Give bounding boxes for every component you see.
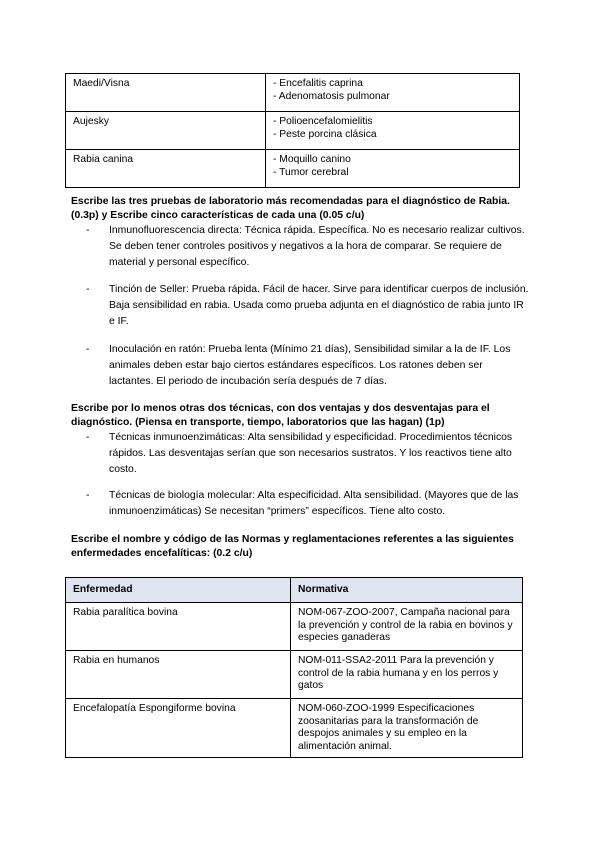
column-header: Enfermedad [66,578,291,603]
answer-text: Inoculación en ratón: Prueba lenta (Mínimo 21 días), Sensibilidad similar a la de IF. Los animales deben estar bajo ciertos estándares específicos. Los ratones deben ser lactantes. El periodo de incubación sería después de 7 días. [109,344,511,387]
differential-item: - Adenomatosis pulmonar [273,90,390,102]
disease-cell: Rabia canina [66,150,266,188]
table-row [66,150,520,188]
question-1: Escribe las tres pruebas de laboratorio más recomendadas para el diagnóstico de Rabia. (0.3p) y Escribe cinco características de cada una (0.05 c/u) [71,196,510,221]
disease-cell: Rabia paralítica bovina [66,603,291,651]
list-item [86,342,526,392]
bullet-dash: - [86,490,90,501]
list-item [86,282,529,332]
disease-cell: Aujesky [66,112,266,150]
table-row [66,651,523,699]
norm-cell: NOM-011-SSA2-2011 Para la prevención y control de la rabia humana y en los perros y gatos [291,651,523,699]
answer-text: Técnicas inmunoenzimáticas: Alta sensibilidad y especificidad. Procedimientos técnicos rápidos. Las desventajas serían que son necesarios sustratos. Y los reactivos tiene alto costo. [109,432,513,475]
bullet-dash: - [86,284,90,295]
differential-item: - Polioencefalomielitis [273,116,373,127]
disease-cell: Rabia en humanos [66,651,291,699]
differential-cell [266,150,520,188]
differential-cell [266,74,520,112]
list-item [86,430,526,480]
answer-text: Inmunofluorescencia directa: Técnica rápida. Específica. No es necesario realizar cultivos. Se deben tener controles positivos y negativos a la hora de comparar. Se requiere de material y personal específico. [109,225,525,268]
table-row [66,699,523,758]
disease-cell: Encefalopatía Espongiforme bovina [66,699,291,758]
table-row [66,603,523,651]
column-header: Normativa [291,578,523,603]
differential-cell [266,112,520,150]
list-item [86,488,526,522]
differential-diagnosis-table [65,73,520,188]
disease-cell: Maedi/Visna [66,74,266,112]
answer-text: Técnicas de biología molecular: Alta especificidad. Alta sensibilidad. (Mayores que de las inmunoenzimáticas) Se necesitan “primers” específicos. Tiene alto costo. [109,490,519,517]
list-item [86,223,526,273]
question-2: Escribe por lo menos otras dos técnicas, con dos ventajas y dos desventajas para el diagnóstico. (Piensa en transporte, tiempo, laboratorios que las hagan) (1p) [71,403,490,428]
table-row [66,112,520,150]
question-3: Escribe el nombre y código de las Normas y reglamentaciones referentes a las siguientes enfermedades encefalíticas: (0.2 c/u) [71,534,514,559]
bullet-dash: - [86,344,90,355]
norm-cell: NOM-067-ZOO-2007, Campaña nacional para la prevención y control de la rabia en bovinos y especies ganaderas [291,603,523,651]
table-row [66,74,520,112]
norms-table [65,577,523,758]
differential-item: - Encefalitis caprina [273,78,363,89]
answer-text: Tinción de Seller: Prueba rápida. Fácil de hacer. Sirve para identificar cuerpos de inclusión. Baja sensibilidad en rabia. Usada como prueba adjunta en el diagnóstico de rabia junto IR e IF. [109,284,529,327]
table-header-row [66,578,523,603]
bullet-dash: - [86,225,90,236]
differential-item: - Peste porcina clásica [273,128,377,140]
differential-item: - Tumor cerebral [273,166,349,178]
bullet-dash: - [86,432,90,443]
differential-item: - Moquillo canino [273,154,351,165]
norm-cell: NOM-060-ZOO-1999 Especificaciones zoosanitarias para la transformación de despojos animales y su empleo en la alimentación animal. [291,699,523,758]
